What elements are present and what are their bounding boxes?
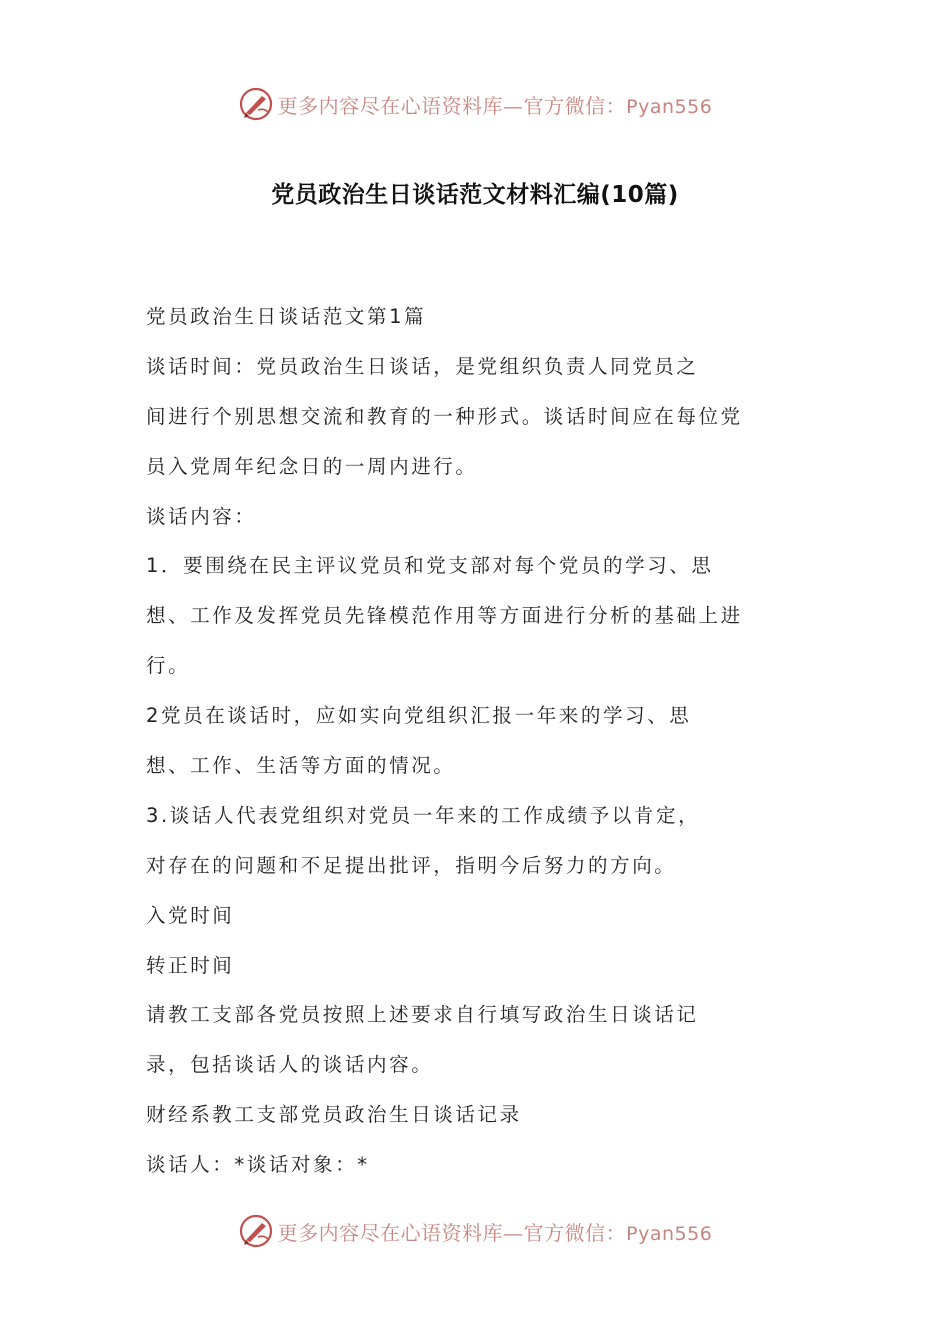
paragraph-line: 录，包括谈话人的谈话内容。 <box>146 1053 434 1077</box>
form-label-line: 入党时间 <box>146 903 235 927</box>
header-watermark <box>0 82 950 126</box>
paragraph-line: 谈话时间：党员政治生日谈话，是党组织负责人同党员之 <box>146 354 699 378</box>
watermark-wechat-id: Pyan556 <box>626 95 713 118</box>
list-item-line: 想、工作、生活等方面的情况。 <box>146 754 456 778</box>
list-item-line: 2党员在谈话时，应如实向党组织汇报一年来的学习、思 <box>146 704 692 728</box>
pen-logo-icon <box>238 86 274 122</box>
form-label-line: 谈话人：*谈话对象：* <box>146 1153 370 1177</box>
list-item-line: 行。 <box>146 654 191 678</box>
record-heading: 财经系教工支部党员政治生日谈话记录 <box>146 1103 522 1127</box>
paragraph-line: 谈话内容： <box>146 504 257 528</box>
watermark-wechat-id: Pyan556 <box>626 1222 713 1245</box>
form-label-line: 转正时间 <box>146 953 235 977</box>
watermark-text: 更多内容尽在心语资料库—官方微信： <box>277 93 627 118</box>
watermark-text: 更多内容尽在心语资料库—官方微信： <box>277 1220 627 1245</box>
paragraph-line: 员入党周年纪念日的一周内进行。 <box>146 454 478 478</box>
list-item-line: 想、工作及发挥党员先锋模范作用等方面进行分析的基础上进 <box>146 604 743 628</box>
document-body <box>146 296 826 1194</box>
section-heading: 党员政治生日谈话范文第1篇 <box>146 305 427 328</box>
document-title: 党员政治生日谈话范文材料汇编(10篇) <box>271 182 679 208</box>
pen-logo-icon <box>238 1213 274 1249</box>
footer-watermark <box>0 1209 950 1253</box>
paragraph-line: 间进行个别思想交流和教育的一种形式。谈话时间应在每位党 <box>146 404 743 428</box>
list-item-line: 3.谈话人代表党组织对党员一年来的工作成绩予以肯定， <box>146 803 701 827</box>
paragraph-line: 请教工支部各党员按照上述要求自行填写政治生日谈话记 <box>146 1003 699 1027</box>
list-item-line: 对存在的问题和不足提出批评，指明今后努力的方向。 <box>146 853 677 877</box>
list-item-line: 1．要围绕在民主评议党员和党支部对每个党员的学习、思 <box>146 554 714 578</box>
